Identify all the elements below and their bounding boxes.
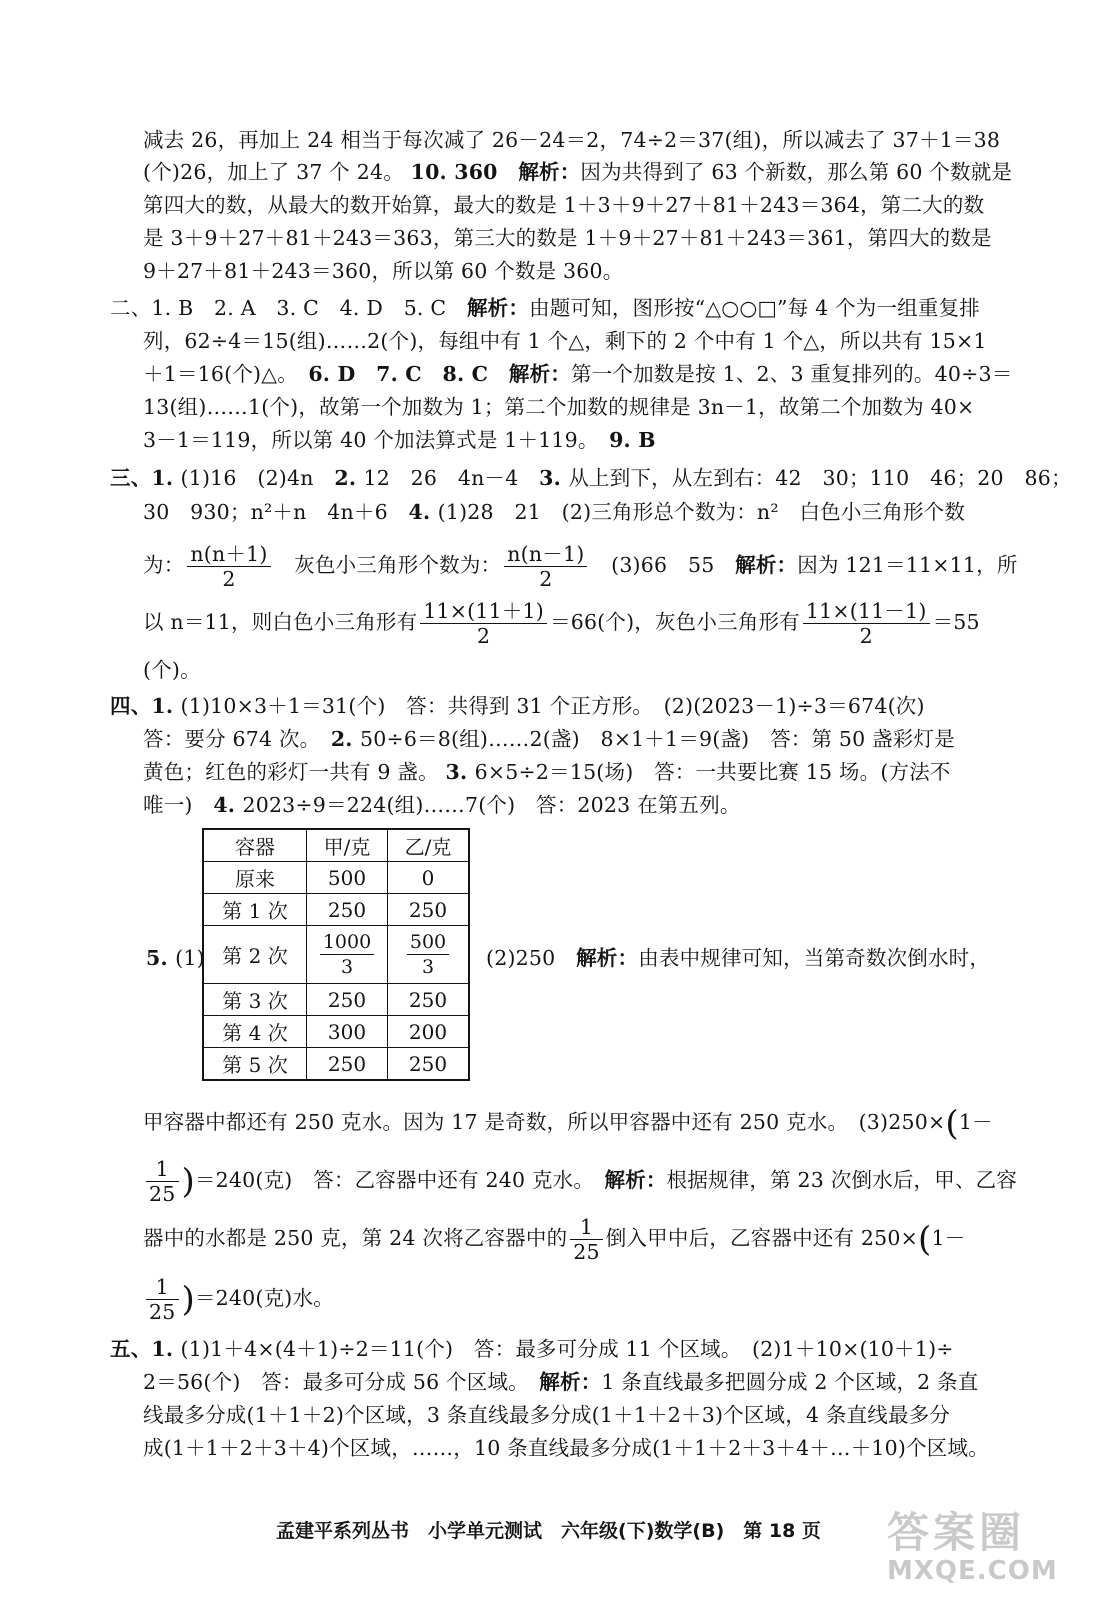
fraction: $\frac{n(n-1)}{2}$ <box>504 542 587 591</box>
text-line: (2)250 解析：由表中规律可知，当第奇数次倒水时， <box>486 946 991 970</box>
table-cell: 第 3 次 <box>203 984 307 1016</box>
table-row <box>203 862 469 894</box>
section-five-line: 五、1. (1)1＋4×(4＋1)÷2＝11(个) 答：最多可分成 11 个区域。 (2)1＋10×(10＋1)÷ <box>110 1337 954 1361</box>
water-table <box>202 828 470 1081</box>
table-cell: 250 <box>307 984 388 1016</box>
table-cell: 200 <box>388 1016 470 1048</box>
text-line-fractions: $\frac{1}{25}$ )＝240(克)水。 <box>143 1273 334 1325</box>
table-header-cell: 乙/克 <box>388 829 470 862</box>
text-line: 13(组)……1(个)，故第一个加数为 1；第二个加数的规律是 3n－1，故第二个加数为 40× <box>143 395 975 419</box>
section-two-line: 二、1. B 2. A 3. C 4. D 5. C 解析：由题可知，图形按“△○○□”每 4 个为一组重复排 <box>110 296 981 320</box>
table-header-row <box>203 829 469 862</box>
table-row <box>203 926 469 984</box>
table-row <box>203 1048 469 1081</box>
table-row <box>203 984 469 1016</box>
text-line: 第四大的数，从最大的数开始算，最大的数是 1＋3＋9＋27＋81＋243＝364，第二大的数 <box>143 193 985 217</box>
fraction: $\frac{n(n+1)}{2}$ <box>187 542 270 591</box>
text-line: 2＝56(个) 答：最多可分成 56 个区域。 解析：1 条直线最多把圆分成 2 个区域，2 条直 <box>143 1370 979 1394</box>
table-cell: 250 <box>388 1048 470 1081</box>
table-cell-fraction: $\frac{1000}{3}$ <box>307 926 388 984</box>
text-line: 是 3＋9＋27＋81＋243＝363，第三大的数是 1＋9＋27＋81＋243＝361，第四大的数是 <box>143 226 992 250</box>
text-line: 成(1＋1＋2＋3＋4)个区域，……，10 条直线最多分成(1＋1＋2＋3＋4＋…＋10)个区域。 <box>143 1436 989 1460</box>
text-line: 列，62÷4＝15(组)……2(个)，每组中有 1 个△，剩下的 2 个中有 1 个△，所以共有 15×1 <box>143 329 987 353</box>
fraction: $\frac{11\times(11+1)}{2}$ <box>420 599 547 648</box>
table-cell: 500 <box>307 862 388 894</box>
table-cell: 原来 <box>203 862 307 894</box>
text-line: 9＋27＋81＋243＝360，所以第 60 个数是 360。 <box>143 259 624 283</box>
text-line: 线最多分成(1＋1＋2)个区域，3 条直线最多分成(1＋1＋2＋3)个区域，4 条直线最多分 <box>143 1403 951 1427</box>
table-cell: 第 1 次 <box>203 894 307 926</box>
text-line: 30 930；n²＋n 4n＋6 4. (1)28 21 (2)三角形总个数为：n² 白色小三角形个数 <box>143 500 966 524</box>
text-line-fractions: $\frac{1}{25}$ )＝240(克) 答：乙容器中还有 240 克水。 解析：根据规律，第 23 次倒水后，甲、乙容 <box>143 1155 1017 1207</box>
text-line: 3－1＝119，所以第 40 个加法算式是 1＋119。 9. B <box>143 428 656 452</box>
table-cell: 300 <box>307 1016 388 1048</box>
text-line: (个)。 <box>143 658 201 682</box>
table-row <box>203 1016 469 1048</box>
fraction: $\frac{11\times(11-1)}{2}$ <box>803 599 930 648</box>
section-four-line: 四、1. (1)10×3＋1＝31(个) 答：共得到 31 个正方形。 (2)(2023－1)÷3＝674(次) <box>110 694 925 718</box>
table-cell: 250 <box>388 894 470 926</box>
table-header-cell: 容器 <box>203 829 307 862</box>
table-cell: 250 <box>388 984 470 1016</box>
watermark-logo: 答案圈 MXQE.COM <box>887 1508 1058 1586</box>
text-line-fractions: 以 n＝11，则白色小三角形有 $\frac{11\times(11+1)}{2}$ ＝66(个)，灰色小三角形有 $\frac{11\times(11-1)}{2}$ ＝55 <box>143 599 980 648</box>
table-cell: 第 4 次 <box>203 1016 307 1048</box>
table-cell: 第 5 次 <box>203 1048 307 1081</box>
table-cell: 0 <box>388 862 470 894</box>
table-cell: 第 2 次 <box>203 926 307 984</box>
text-line: 减去 26，再加上 24 相当于每次减了 26－24＝2，74÷2＝37(组)，所以减去了 37＋1＝38 <box>143 128 1001 152</box>
fraction: $\frac{1}{25}$ <box>570 1215 603 1264</box>
fraction: $\frac{1}{25}$ <box>146 1275 179 1324</box>
text-line: 甲容器中都还有 250 克水。因为 17 是奇数，所以甲容器中还有 250 克水。 (3)250×(1－ <box>143 1103 993 1144</box>
table-cell-fraction: $\frac{500}{3}$ <box>388 926 470 984</box>
table-cell: 250 <box>307 1048 388 1081</box>
text-line-fractions: 为： $\frac{n(n+1)}{2}$ 灰色小三角形个数为： $\frac{n(n-1)}{2}$ (3)66 55 解析：因为 121＝11×11，所 <box>143 542 1018 591</box>
page-footer: 孟建平系列丛书 小学单元测试 六年级(下)数学(B) 第 18 页 <box>276 1520 821 1542</box>
text-line: (个)26，加上了 37 个 24。 10. 360 解析：因为共得到了 63 个新数，那么第 60 个数就是 <box>143 160 1013 184</box>
table-cell: 250 <box>307 894 388 926</box>
text-line: 答：要分 674 次。 2. 50÷6＝8(组)……2(盏) 8×1＋1＝9(盏) 答：第 50 盏彩灯是 <box>143 727 955 751</box>
table-row <box>203 894 469 926</box>
text-line: ＋1＝16(个)△。 6. D 7. C 8. C 解析：第一个加数是按 1、2、3 重复排列的。40÷3＝ <box>143 362 1013 386</box>
text-line: 黄色；红色的彩灯一共有 9 盏。 3. 6×5÷2＝15(场) 答：一共要比赛 15 场。(方法不 <box>143 760 951 784</box>
text-line-fractions: 器中的水都是 250 克，第 24 次将乙容器中的 $\frac{1}{25}$ 倒入甲中后，乙容器中还有 250×(1－ <box>143 1215 966 1264</box>
text-line: 唯一) 4. 2023÷9＝224(组)……7(个) 答：2023 在第五列。 <box>143 793 741 817</box>
section-three-line: 三、1. (1)16 (2)4n 2. 12 26 4n－4 3. 从上到下，从左到右：42 30；110 46；20 86； <box>110 466 1072 490</box>
question-5-label: 5. (1) <box>146 946 205 970</box>
table-header-cell: 甲/克 <box>307 829 388 862</box>
fraction: $\frac{1}{25}$ <box>146 1157 179 1206</box>
